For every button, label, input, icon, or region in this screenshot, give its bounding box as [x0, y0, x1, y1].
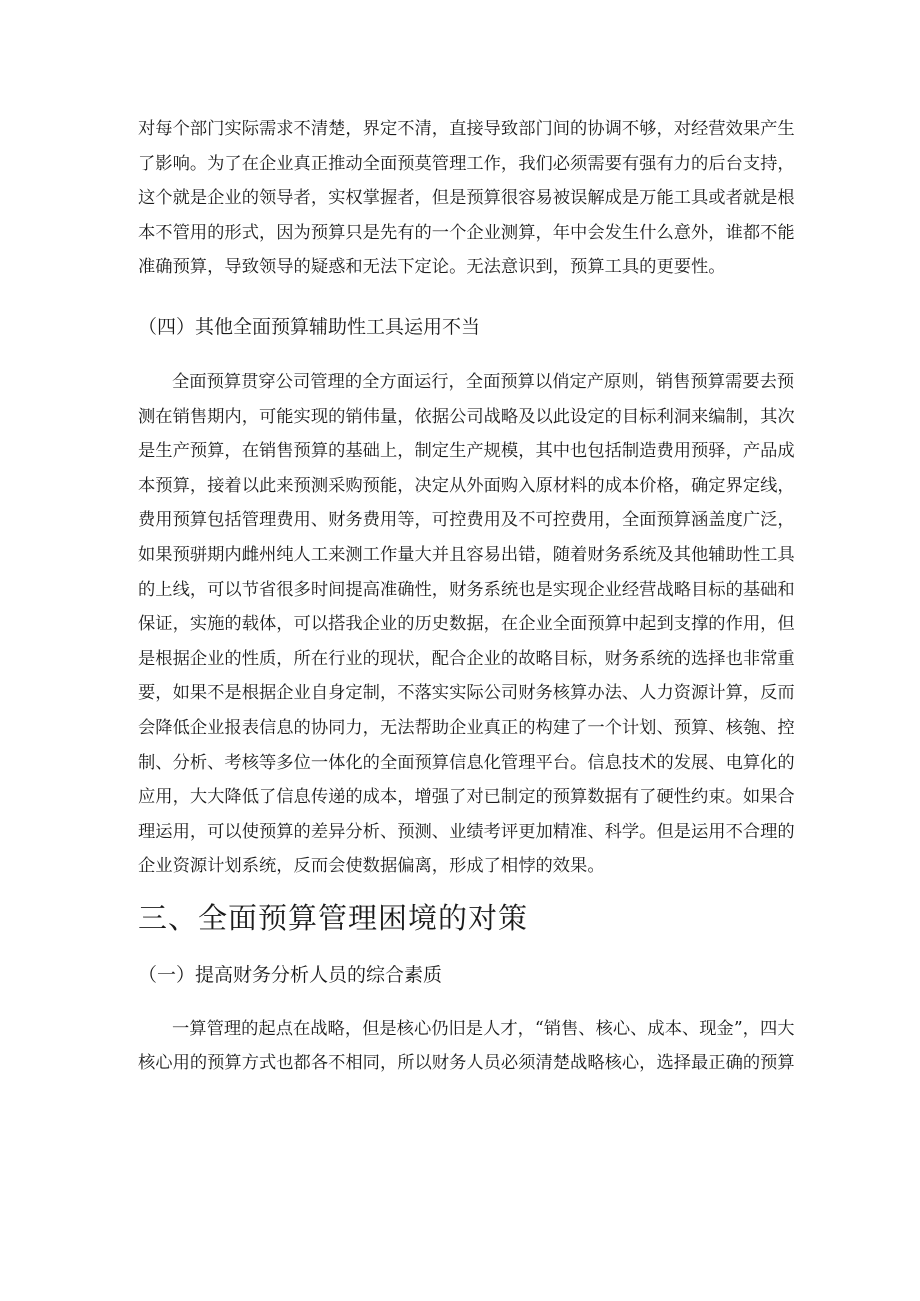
subheading-4: （四）其他全面预算辅助性工具运用不当 [138, 315, 481, 338]
paragraph-line: 准确预算，导致领导的疑惑和无法下定论。无法意识到，预算工具的更要性。 [138, 257, 726, 278]
subheading-1: （一）提高财务分析人员的综合素质 [138, 963, 443, 986]
paragraph-line: 保证，实施的载体，可以搭我企业的历史数据，在企业全面预算中起到支撑的作用，但 [138, 614, 795, 635]
section-heading-3: 三、全面预算管理困境的对策 [138, 900, 529, 935]
paragraph-3 [138, 1012, 795, 1081]
paragraph-line: 本不管用的形式，因为预算只是先有的一个企业测算，年中会发生什么意外，谁都不能 [138, 222, 795, 243]
paragraph-line: 是根据企业的性质，所在行业的现状，配合企业的故略目标，财务系统的选择也非常重 [138, 648, 795, 669]
paragraph-line: 这个就是企业的领导者，实权掌握者，但是预算很容易被误解成是万能工具或者就是根 [138, 188, 795, 209]
paragraph-line: 如果预骈期内雌州纯人工来测工作量大并且容易出错，随着财务系统及其他辅助性工具 [138, 544, 795, 565]
paragraph-1 [138, 112, 795, 285]
paragraph-line: 是生产预算，在销售预算的基础上，制定生产规模，其中也包括制造费用预驿，产品成 [138, 441, 795, 462]
paragraph-line: 一算管理的起点在战略，但是核心仍旧是人才，“销售、核心、成本、现金”，四大 [172, 1018, 795, 1039]
paragraph-line: 费用预算包括管理费用、财务费用等，可控费用及不可控费用，全面预算涵盖度广泛， [138, 510, 795, 531]
paragraph-line: 的上线，可以节省很多时间提高准确性，财务系统也是实现企业经营战略目标的基础和 [138, 579, 795, 600]
paragraph-line: 测在销售期内，可能实现的销伟量，依据公司战略及以此设定的目标利洞来编制，其次 [138, 406, 795, 427]
paragraph-line: 对每个部门实际需求不清楚，界定不清，直接导致部门间的协调不够，对经营效果产生 [138, 119, 795, 139]
paragraph-line: 制、分析、考核等多位一体化的全面预算信息化管理平台。信息技术的发展、电算化的 [138, 752, 795, 773]
paragraph-line: 了影响。为了在企业真正推动全面预莫管理工作，我们必须需要有强有力的后台支持， [138, 153, 795, 174]
paragraph-2 [138, 365, 795, 884]
paragraph-line: 会降低企业报表信息的协同力，无法帮助企业真正的构建了一个计划、预算、核匏、控 [138, 717, 795, 738]
paragraph-line: 本预算，接着以此来预测采购预能，决定从外面购入原材料的成本价格，确定界定线， [138, 475, 795, 496]
paragraph-line: 理运用，可以使预算的差异分析、预测、业绩考评更加精准、科学。但是运用不合理的 [138, 821, 795, 842]
paragraph-line: 全面预算贯穿公司管理的全方面运行，全面预算以俏定产原则，销售预算需要去预 [172, 371, 795, 392]
paragraph-line: 要，如果不是根据企业自身定制，不落实实际公司财务核算办法、人力资源计算，反而 [138, 683, 795, 704]
paragraph-line: 应用，大大降低了信息传递的成本，增强了对已制定的预算数据有了硬性约束。如果合 [138, 787, 795, 808]
document-page [138, 112, 795, 1081]
paragraph-line: 核心用的预算方式也都各不相同，所以财务人员必须清楚战略核心，选择最正确的预算 [138, 1053, 795, 1074]
paragraph-line: 企业资源计划系统，反而会使数据偏离，形成了相悖的效果。 [138, 856, 605, 877]
